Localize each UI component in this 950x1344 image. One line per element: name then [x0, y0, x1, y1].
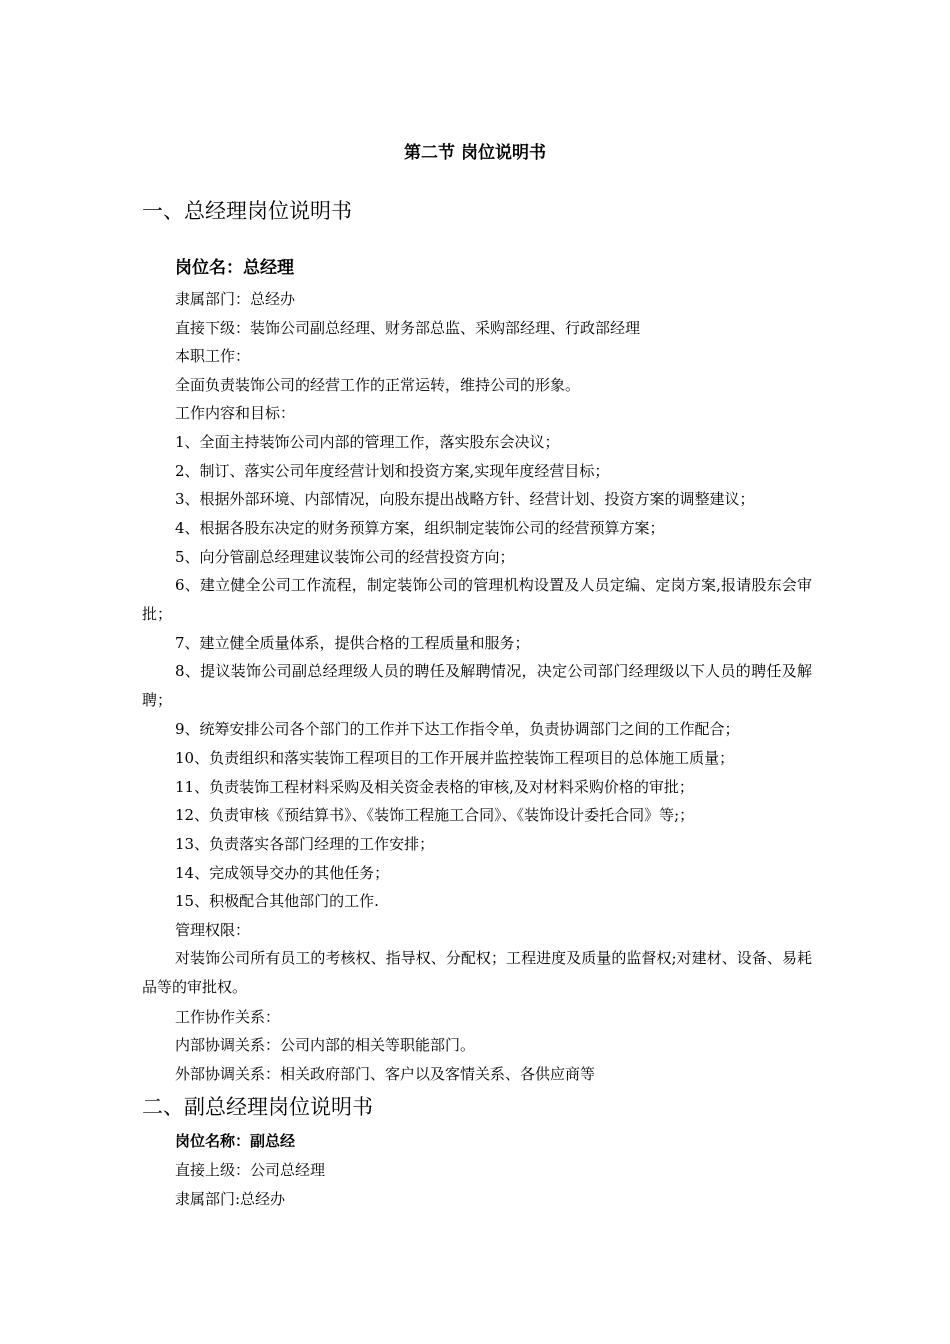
- gm-tasks-label: 工作内容和目标：: [175, 404, 296, 422]
- gm-authority-label: 管理权限：: [175, 921, 251, 939]
- gm-task-14: 14、完成领导交办的其他任务；: [175, 864, 390, 882]
- gm-task-6: 6、建立健全公司工作流程，制定装饰公司的管理机构设置及人员定编、定岗方案,报请股东会审批；: [142, 576, 812, 623]
- gm-task-11: 11、负责装饰工程材料采购及相关资金表格的审核,及对材料采购价格的审批；: [175, 778, 694, 796]
- gm-task-15: 15、积极配合其他部门的工作.: [175, 892, 379, 910]
- gm-authority: 对装饰公司所有员工的考核权、指导权、分配权；工程进度及质量的监督权;对建材、设备、易耗品等的审批权。: [142, 949, 812, 996]
- gm-task-8: 8、提议装饰公司副总经理级人员的聘任及解聘情况，决定公司部门经理级以下人员的聘任及解聘；: [142, 662, 812, 709]
- gm-task-12: 12、负责审核《预结算书》、《装饰工程施工合同》、《装饰设计委托合同》等;；: [175, 806, 695, 824]
- gm-relations-label: 工作协作关系：: [175, 1008, 281, 1026]
- gm-department: 隶属部门：总经办: [175, 290, 296, 308]
- gm-task-2: 2、制订、落实公司年度经营计划和投资方案,实现年度经营目标；: [175, 462, 610, 480]
- gm-subordinates: 直接下级：装饰公司副总经理、财务部总监、采购部经理、行政部经理: [175, 319, 641, 337]
- gm-task-1: 1、全面主持装饰公司内部的管理工作，落实股东会决议；: [175, 433, 560, 451]
- vgm-department: 隶属部门:总经办: [175, 1190, 286, 1208]
- gm-task-7: 7、建立健全质量体系，提供合格的工程质量和服务；: [175, 634, 530, 652]
- vgm-heading: 二、副总经理岗位说明书: [142, 1095, 373, 1119]
- gm-internal-relations: 内部协调关系：公司内部的相关等职能部门。: [175, 1036, 476, 1054]
- gm-task-4: 4、根据各股东决定的财务预算方案，组织制定装饰公司的经营预算方案；: [175, 519, 665, 537]
- gm-task-5: 5、向分管副总经理建议装饰公司的经营投资方向；: [175, 548, 515, 566]
- section-title: 第二节 岗位说明书: [404, 143, 546, 163]
- gm-task-9: 9、统筹安排公司各个部门的工作并下达工作指令单，负责协调部门之间的工作配合；: [175, 720, 740, 738]
- gm-task-3: 3、根据外部环境、内部情况，向股东提出战略方针、经营计划、投资方案的调整建议；: [175, 490, 755, 508]
- vgm-position-name: 岗位名称：副总经: [175, 1132, 296, 1150]
- gm-duty-label: 本职工作：: [175, 347, 251, 365]
- gm-task-10: 10、负责组织和落实装饰工程项目的工作开展并监控装饰工程项目的总体施工质量；: [175, 749, 735, 767]
- gm-heading: 一、总经理岗位说明书: [142, 199, 352, 223]
- gm-external-relations: 外部协调关系：相关政府部门、客户以及客情关系、各供应商等: [175, 1065, 596, 1083]
- gm-position-name: 岗位名：总经理: [175, 258, 294, 278]
- vgm-superior: 直接上级：公司总经理: [175, 1161, 326, 1179]
- gm-task-13: 13、负责落实各部门经理的工作安排；: [175, 835, 435, 853]
- gm-duty: 全面负责装饰公司的经营工作的正常运转，维持公司的形象。: [175, 376, 581, 394]
